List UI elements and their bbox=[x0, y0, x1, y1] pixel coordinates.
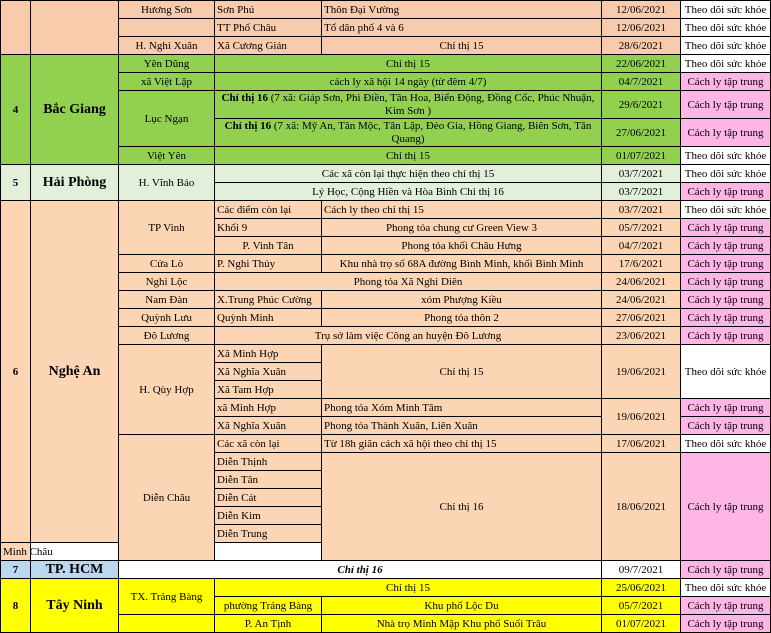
cell-text: Cách ly tập trung bbox=[687, 239, 764, 252]
cell-text: Trụ sở làm việc Công an huyện Đô Lương bbox=[314, 329, 502, 342]
cell-text: P. Vinh Tân bbox=[242, 239, 294, 252]
table-cell bbox=[119, 327, 215, 345]
cell-text: xã Minh Hợp bbox=[217, 401, 276, 414]
table-cell bbox=[681, 597, 771, 615]
table-row bbox=[1, 165, 771, 183]
table-cell bbox=[681, 561, 771, 579]
province-cell bbox=[31, 201, 119, 543]
cell-text: 29/6/2021 bbox=[618, 98, 664, 111]
cell-text: Chỉ thị 16 bbox=[337, 563, 383, 576]
table-cell bbox=[681, 345, 771, 399]
table-cell bbox=[322, 237, 602, 255]
table-cell bbox=[322, 309, 602, 327]
cell-text: 17/6/2021 bbox=[618, 257, 664, 270]
table-cell bbox=[602, 201, 681, 219]
cell-text: Yên Dũng bbox=[143, 57, 190, 70]
cell-text: Quỳnh Minh bbox=[217, 311, 274, 324]
cell-text: 04/7/2021 bbox=[618, 239, 664, 252]
cell-text: Các xã còn lại thực hiện theo chỉ thị 15 bbox=[321, 167, 495, 180]
cell-text: TP Vinh bbox=[148, 221, 185, 234]
cell-text: Bắc Giang bbox=[43, 101, 106, 117]
table-cell bbox=[322, 417, 602, 435]
table-cell bbox=[322, 255, 602, 273]
table-cell bbox=[119, 615, 215, 633]
stt-cell bbox=[1, 561, 31, 579]
cell-text: Xã Tam Hợp bbox=[217, 383, 274, 396]
cell-text: 24/06/2021 bbox=[615, 275, 667, 288]
table-cell bbox=[681, 291, 771, 309]
table-cell bbox=[215, 471, 322, 489]
table-cell bbox=[681, 615, 771, 633]
table-cell bbox=[322, 399, 602, 417]
cell-text: Các xã còn lại bbox=[217, 437, 280, 450]
table-cell bbox=[602, 147, 681, 165]
cell-text: 19/06/2021 bbox=[615, 410, 667, 423]
table-cell bbox=[215, 525, 322, 543]
table-cell bbox=[215, 597, 322, 615]
table-cell bbox=[322, 219, 602, 237]
cell-text: 18/06/2021 bbox=[615, 500, 667, 513]
table-cell bbox=[322, 291, 602, 309]
cell-text: Thôn Đại Vường bbox=[324, 3, 400, 16]
cell-text: Diễn Tân bbox=[217, 473, 259, 486]
table-cell bbox=[215, 507, 322, 525]
cell-text: Cách ly tập trung bbox=[687, 275, 764, 288]
cell-text: Cách ly tập trung bbox=[687, 599, 764, 612]
table-cell bbox=[215, 37, 322, 55]
cell-text: TT Phố Châu bbox=[217, 21, 277, 34]
table-cell bbox=[215, 91, 602, 119]
table-cell bbox=[215, 237, 322, 255]
cell-text: Từ 18h giãn cách xã hội theo chỉ thị 15 bbox=[324, 437, 497, 450]
cell-text: 09/7/2021 bbox=[618, 563, 664, 576]
table-cell bbox=[602, 399, 681, 435]
cell-text: Cách ly tập trung bbox=[687, 221, 764, 234]
table-cell bbox=[681, 255, 771, 273]
table-cell bbox=[215, 19, 322, 37]
cell-text: H. Nghi Xuân bbox=[135, 39, 198, 52]
cell-text: 03/7/2021 bbox=[618, 167, 664, 180]
cell-text: Theo dõi sức khỏe bbox=[684, 39, 767, 52]
cell-text: Cách ly tập trung bbox=[687, 257, 764, 270]
table-cell bbox=[215, 119, 602, 147]
table-cell bbox=[681, 73, 771, 91]
cell-text: Chỉ thị 16 (7 xã: Mỹ An, Tân Mộc, Tân Lập, Đèo Gia, Hồng Giang, Biên Sơn, Tân Quang) bbox=[224, 119, 592, 145]
stt-cell bbox=[1, 579, 31, 633]
cell-text: Chỉ thị 15 bbox=[385, 581, 430, 594]
table-cell bbox=[322, 597, 602, 615]
table-cell bbox=[119, 37, 215, 55]
table-cell bbox=[602, 579, 681, 597]
table-cell bbox=[602, 73, 681, 91]
bold-prefix: Chỉ thị 16 bbox=[221, 91, 269, 104]
cell-text: Khu phố Lộc Du bbox=[424, 599, 499, 612]
cell-text: 27/06/2021 bbox=[615, 311, 667, 324]
cell-text: Chỉ thị 16 (7 xã: Giáp Sơn, Phì Điền, Tân Hoa, Biển Động, Đồng Cốc, Phúc Nhuận, Kim Sơn ) bbox=[221, 91, 595, 117]
cell-text: Xã Cương Gián bbox=[217, 39, 287, 52]
table-cell bbox=[602, 291, 681, 309]
cell-text: Diễn Châu bbox=[142, 491, 191, 504]
table-cell bbox=[681, 201, 771, 219]
table-cell bbox=[119, 345, 215, 435]
table-cell bbox=[681, 165, 771, 183]
cell-text: phường Trảng Bàng bbox=[223, 599, 313, 612]
cell-text: Cách ly tập trung bbox=[687, 98, 764, 111]
cell-text: Cách ly tập trung bbox=[687, 311, 764, 324]
cell-text: 05/7/2021 bbox=[618, 221, 664, 234]
table-row bbox=[1, 201, 771, 219]
cell-text: Diễn Thịnh bbox=[217, 455, 268, 468]
cell-text: Hương Sơn bbox=[141, 3, 192, 16]
table-cell bbox=[119, 273, 215, 291]
table-cell bbox=[681, 417, 771, 435]
table-cell bbox=[215, 219, 322, 237]
cell-text: Cách ly tập trung bbox=[687, 293, 764, 306]
table-cell bbox=[119, 309, 215, 327]
cell-text: Tổ dân phố 4 và 6 bbox=[324, 21, 404, 34]
table-row bbox=[1, 1, 771, 19]
cell-text: Minh Châu bbox=[3, 545, 53, 558]
table-cell bbox=[681, 327, 771, 345]
cell-text: H. Vĩnh Bảo bbox=[138, 176, 195, 189]
province-cell bbox=[31, 165, 119, 201]
cell-text: Cách ly tập trung bbox=[687, 563, 764, 576]
cell-text: Tây Ninh bbox=[46, 597, 103, 613]
cell-text: Các điểm còn lại bbox=[217, 203, 292, 216]
table-cell bbox=[602, 561, 681, 579]
table-cell bbox=[681, 1, 771, 19]
cell-text: Theo dõi sức khỏe bbox=[684, 203, 767, 216]
cell-text: 04/7/2021 bbox=[618, 75, 664, 88]
table-row bbox=[1, 561, 771, 579]
cell-text: 8 bbox=[12, 599, 19, 612]
cell-text: Theo dõi sức khỏe bbox=[684, 437, 767, 450]
table-cell bbox=[322, 453, 602, 561]
table-cell bbox=[119, 1, 215, 19]
cell-text: 03/7/2021 bbox=[618, 203, 664, 216]
cell-text: Cách ly tập trung bbox=[687, 329, 764, 342]
table-cell bbox=[215, 399, 322, 417]
province-cell bbox=[31, 55, 119, 165]
cell-text: Cách ly tập trung bbox=[687, 126, 764, 139]
table-cell bbox=[215, 1, 322, 19]
cell-text: P. An Tịnh bbox=[244, 617, 292, 630]
table-cell bbox=[215, 309, 322, 327]
cell-text: Cách ly tập trung bbox=[687, 75, 764, 88]
cell-text: Chỉ thị 15 bbox=[439, 39, 484, 52]
cell-text: TP. HCM bbox=[45, 561, 104, 577]
cell-text: Phong tỏa khối Châu Hưng bbox=[401, 239, 522, 252]
cell-text: Lục Ngạn bbox=[144, 112, 189, 125]
cell-text: Theo dõi sức khỏe bbox=[684, 365, 767, 378]
cell-text: 19/06/2021 bbox=[615, 365, 667, 378]
table-row bbox=[1, 579, 771, 597]
province-cell bbox=[31, 561, 119, 579]
cell-text: 24/06/2021 bbox=[615, 293, 667, 306]
cell-text: 7 bbox=[12, 563, 19, 576]
cell-text: Theo dõi sức khỏe bbox=[684, 167, 767, 180]
table-cell bbox=[602, 435, 681, 453]
cell-text: 01/07/2021 bbox=[615, 617, 667, 630]
table-cell bbox=[119, 201, 215, 255]
table-cell bbox=[215, 55, 602, 73]
table-cell bbox=[215, 363, 322, 381]
province-cell bbox=[31, 1, 119, 55]
table-cell bbox=[602, 19, 681, 37]
table-cell bbox=[681, 55, 771, 73]
table-cell bbox=[215, 435, 322, 453]
table-cell bbox=[215, 291, 322, 309]
table-cell bbox=[215, 615, 322, 633]
cell-text: Hải Phòng bbox=[42, 174, 107, 190]
table-cell bbox=[602, 615, 681, 633]
table-cell bbox=[681, 453, 771, 561]
bold-prefix: Chỉ thị 16 bbox=[224, 119, 272, 132]
table-cell bbox=[215, 165, 602, 183]
cell-text: Diễn Kim bbox=[217, 509, 261, 522]
table-cell bbox=[602, 219, 681, 237]
cell-text: 4 bbox=[12, 103, 19, 116]
table-cell bbox=[602, 1, 681, 19]
cell-text: P. Nghi Thủy bbox=[217, 257, 276, 270]
table-cell bbox=[602, 237, 681, 255]
cell-text: Cách ly tập trung bbox=[687, 500, 764, 513]
cell-text: Diễn Cát bbox=[217, 491, 257, 504]
cell-text: 01/07/2021 bbox=[615, 149, 667, 162]
cell-text: Nhà trọ Minh Mập Khu phố Suối Trâu bbox=[376, 617, 547, 630]
cell-text: Cách ly tập trung bbox=[687, 401, 764, 414]
table-cell bbox=[681, 237, 771, 255]
cell-text: 28/6/2021 bbox=[618, 39, 664, 52]
cell-text: Đô Lương bbox=[143, 329, 190, 342]
cell-text: Chỉ thị 15 bbox=[385, 57, 430, 70]
table-row bbox=[1, 55, 771, 73]
cell-text: Chỉ thị 15 bbox=[439, 365, 484, 378]
table-cell bbox=[322, 201, 602, 219]
table-cell bbox=[215, 453, 322, 471]
cell-text: Phong tỏa chung cư Green View 3 bbox=[385, 221, 538, 234]
cell-text: xã Việt Lập bbox=[140, 75, 193, 88]
table-cell bbox=[681, 37, 771, 55]
table-cell bbox=[322, 615, 602, 633]
table-cell bbox=[681, 219, 771, 237]
table-cell bbox=[215, 183, 602, 201]
table-cell bbox=[119, 579, 215, 615]
cell-text: Cách ly theo chỉ thị 15 bbox=[324, 203, 424, 216]
table-cell bbox=[602, 91, 681, 119]
cell-text: Nghệ An bbox=[48, 363, 101, 379]
table-cell bbox=[119, 291, 215, 309]
cell-text: 25/06/2021 bbox=[615, 581, 667, 594]
cell-text: Phong tỏa thôn 2 bbox=[424, 311, 499, 324]
stt-cell bbox=[1, 1, 31, 55]
cell-text: H. Qùy Hợp bbox=[139, 383, 194, 396]
table-cell bbox=[681, 399, 771, 417]
stt-cell bbox=[1, 201, 31, 543]
cell-text: 27/06/2021 bbox=[615, 126, 667, 139]
table-cell bbox=[119, 147, 215, 165]
table-cell bbox=[119, 435, 215, 561]
table-cell bbox=[215, 73, 602, 91]
cell-text: Xã Nghĩa Xuân bbox=[217, 419, 287, 432]
table-cell bbox=[681, 91, 771, 119]
table-cell bbox=[119, 561, 602, 579]
cell-text: Nam Đàn bbox=[145, 293, 188, 306]
table-cell bbox=[215, 345, 322, 363]
table-cell bbox=[119, 73, 215, 91]
cell-text: Theo dõi sức khỏe bbox=[684, 581, 767, 594]
cell-text: Khối 9 bbox=[217, 221, 248, 234]
cell-text: 12/06/2021 bbox=[615, 21, 667, 34]
table-cell bbox=[681, 273, 771, 291]
table-cell bbox=[215, 489, 322, 507]
cell-text: cách ly xã hội 14 ngày (từ đêm 4/7) bbox=[329, 75, 487, 88]
cell-text: xóm Phượng Kiều bbox=[421, 293, 502, 306]
cell-text: Phong tỏa Xã Nghi Diên bbox=[353, 275, 463, 288]
table-cell bbox=[602, 309, 681, 327]
cell-text: Diễn Trung bbox=[217, 527, 268, 540]
cell-text: Khu nhà trọ số 68A đường Bình Minh, khối Bình Minh bbox=[339, 257, 584, 270]
table-cell bbox=[681, 435, 771, 453]
table-cell bbox=[602, 453, 681, 561]
table-cell bbox=[215, 381, 322, 399]
table-cell bbox=[602, 345, 681, 399]
cell-text: TX. Trảng Bàng bbox=[130, 590, 203, 603]
table-cell bbox=[602, 273, 681, 291]
table-cell bbox=[602, 165, 681, 183]
cell-text: 05/7/2021 bbox=[618, 599, 664, 612]
table-cell bbox=[681, 183, 771, 201]
table-cell bbox=[119, 165, 215, 201]
table-cell bbox=[119, 55, 215, 73]
cell-text: 23/06/2021 bbox=[615, 329, 667, 342]
table-cell bbox=[322, 345, 602, 399]
cell-text: Theo dõi sức khỏe bbox=[684, 3, 767, 16]
cell-text: Xã Minh Hợp bbox=[217, 347, 279, 360]
table-cell bbox=[215, 417, 322, 435]
cell-text: 6 bbox=[12, 365, 19, 378]
table-cell bbox=[322, 37, 602, 55]
table-cell bbox=[119, 255, 215, 273]
cell-text: 12/06/2021 bbox=[615, 3, 667, 16]
cell-text: Sơn Phú bbox=[217, 3, 255, 16]
cell-text: Xã Nghĩa Xuân bbox=[217, 365, 287, 378]
cell-text: 5 bbox=[12, 176, 19, 189]
table-cell bbox=[681, 19, 771, 37]
cell-text: Nghi Lộc bbox=[145, 275, 188, 288]
cell-text: Cách ly tập trung bbox=[687, 185, 764, 198]
table-cell bbox=[681, 579, 771, 597]
stt-cell bbox=[1, 55, 31, 165]
table-cell bbox=[215, 147, 602, 165]
table-cell bbox=[322, 19, 602, 37]
table-cell bbox=[602, 119, 681, 147]
cell-text: Theo dõi sức khỏe bbox=[684, 149, 767, 162]
cell-text: Theo dõi sức khỏe bbox=[684, 57, 767, 70]
table-cell bbox=[602, 37, 681, 55]
cell-text: Lý Học, Cộng Hiền và Hòa Bình Chỉ thị 16 bbox=[312, 185, 504, 198]
table-cell bbox=[681, 119, 771, 147]
table-cell bbox=[119, 19, 215, 37]
cell-text: 22/06/2021 bbox=[615, 57, 667, 70]
table-cell bbox=[215, 579, 602, 597]
cell-text: Chỉ thị 16 bbox=[439, 500, 484, 513]
table-cell bbox=[322, 1, 602, 19]
table-cell bbox=[215, 327, 602, 345]
table-cell bbox=[602, 327, 681, 345]
table-cell bbox=[681, 309, 771, 327]
cell-text: Phong tỏa Thành Xuân, Liên Xuân bbox=[324, 419, 478, 432]
table-cell bbox=[322, 435, 602, 453]
cell-text: Cửa Lò bbox=[149, 257, 184, 270]
stt-cell bbox=[1, 165, 31, 201]
cell-text: X.Trung Phúc Cường bbox=[217, 293, 312, 306]
cell-text: Quỳnh Lưu bbox=[141, 311, 192, 324]
cell-text: Phong tỏa Xóm Minh Tâm bbox=[324, 401, 443, 414]
table-cell bbox=[215, 201, 322, 219]
table-cell bbox=[1, 543, 53, 561]
province-cell bbox=[31, 579, 119, 633]
cell-text: Cách ly tập trung bbox=[687, 617, 764, 630]
table-cell bbox=[602, 55, 681, 73]
cell-text: Theo dõi sức khỏe bbox=[684, 21, 767, 34]
table-cell bbox=[215, 255, 322, 273]
cell-text: Việt Yên bbox=[147, 149, 186, 162]
table-cell bbox=[602, 597, 681, 615]
cell-text: Cách ly tập trung bbox=[687, 419, 764, 432]
table-body bbox=[1, 1, 771, 633]
cell-text: 17/06/2021 bbox=[615, 437, 667, 450]
table-cell bbox=[215, 273, 602, 291]
cell-text: 03/7/2021 bbox=[618, 185, 664, 198]
table-cell bbox=[681, 147, 771, 165]
table-cell bbox=[119, 91, 215, 147]
table-cell bbox=[602, 255, 681, 273]
cell-text: Chỉ thị 15 bbox=[385, 149, 430, 162]
table-cell bbox=[602, 183, 681, 201]
